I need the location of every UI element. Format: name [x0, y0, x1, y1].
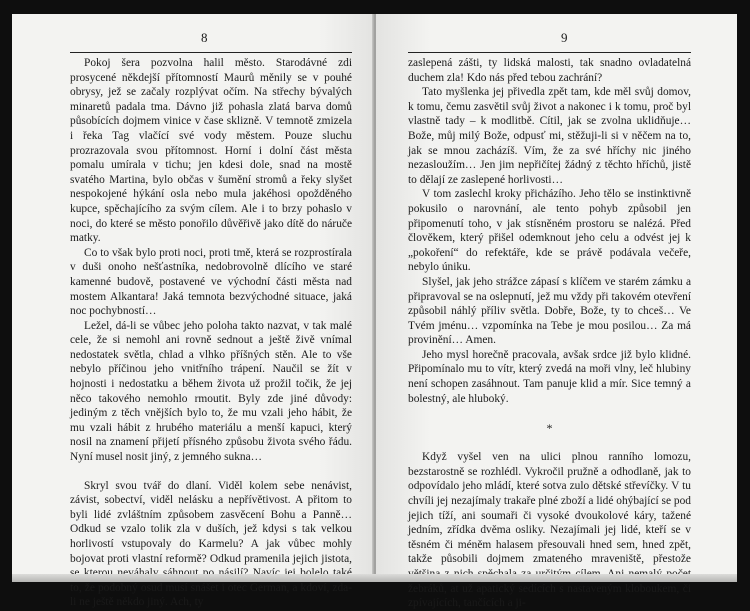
paragraph: V tom zaslechl kroky přicházího. Jeho tělo se instinktivně pokusilo o narovnání, ale tento pohyb způsobil jen připomenutí toho, v jak stísněném prostoru se nalézá. Před člověkem, který přišel odemknout jeho celu a odvést jej k „pokoření“ do refektáře, kde se právě podávala večeře, nebylo úniku.: [408, 188, 691, 274]
paragraph: Co to však bylo proti noci, proti tmě, která se rozprostírala v duši onoho nešťastníka, nedobrovolně dlícího ve staré kamenné budově, postavené ve východní části města nad mostem Alkantara! Jaká temnota bezvýchodné situace, jaká noc pochybností…: [70, 246, 352, 318]
header-rule: [408, 52, 691, 53]
right-page: [376, 14, 737, 610]
paragraph: zaslepená zášti, ty lidská malosti, tak snadno ovladatelná duchem zla! Kdo nás před tebou zachrání?: [408, 57, 691, 84]
paragraph: Když vyšel ven na ulici plnou ranního lomozu, bezstarostně se rozhlédl. Vykročil pružně a odhodlaně, jak to odpovídalo jeho mládí, které sotva zulo dětské střevíčky. V tu chvíli jej nezajímaly trakaře plné zboží a lidé ohýbající se pod jejich tíží, ani soumaři či vysoké dvoukolové káry, tažené jedním, zřídka dvěma osliky. Nezajímali jej lidé, kteří se v těsném či méněm halasem přesouvali hned sem, hned zpět, takže působili dojmem zmateného mraveniště, přestože žebráků, at už apatický sedících s nastaveným kloboukem, či zpívajících, tančících a ji-: [408, 451, 691, 610]
header-rule: [70, 52, 352, 53]
paragraph: Jeho mysl horečně pracovala, avšak srdce již bylo klidné. Připomínalo mu to vítr, který zvedá na moři vlny, leč hlubiny není schopen zasáhnout. Tam panuje klid a mír. Sice temný a bolestný, ale hluboký.: [408, 348, 691, 405]
page-edge: [12, 574, 737, 582]
paragraph: Slyšel, jak jeho strážce zápasí s klíčem ve starém zámku a připravoval se na oslepnutí, jež mu vždy při takovém otevření způsobil náhlý příliv světla. Dobře, Bože, ty to chceš… Ve Tvém jménu… vzpomínka na Tebe je mou posilou… Za má provinění… Amen.: [408, 275, 691, 347]
paragraph: Pokoj šera pozvolna halil město. Starodávné zdi prosycené někdejší přítomností Maurů měnily se v pouhé obrysy, jež se začaly rozplývat očím. Na střechy bývalých minaretů padala tma. Dávno již pohasla zlatá barva domů působících dojmem vinice v čase sklizně. V temnotě zmizela i řeka Tag vlačící své vody městem. Pouze sluchu prozrazovala svou přítomnost. Horní i dolní část města pomalu umírala v tichu; jen kdesi dole, snad na mostě svatého Martina, bylo občas v šumění stromů a řeky slyšet nespokojené hýkání osla nebo mula jakéhosi opožděného kupce, spěchajícího za svým cílem. Ale i to brzy pohaslo v noci, do které se město ponořilo důvěřivě jako dítě do náruče matky.: [70, 57, 352, 245]
paragraph: Ležel, dá-li se vůbec jeho poloha takto nazvat, v tak malé cele, že si nemohl ani rovně sednout a ještě živě vnímal nedostatek světla, chlad a vlhko příšných stěn. Ale to vše nebylo příčinou jeho vnitřního trápení. Naučil se žít v hojnosti i nedostatku a během života už prožil točik, že jej něco takového nemohlo rmoutit. Byly zde jiné důvody: jediným z těch vnějších bylo to, že mu vzali jeho hábit, že mu vzali hábit z hrubého materiálu a menší kapuci, který nosil na znamení přijetí přísného způsobu života svého řádu. Nyní musel nosit jiný, z jemného sukna…: [70, 319, 352, 464]
book-spread: [12, 14, 737, 610]
page-number: 9: [561, 30, 568, 45]
paragraph-gap: [70, 465, 352, 479]
page-body-text: [70, 56, 352, 610]
paragraph: Skryl svou tvář do dlaní. Viděl kolem sebe nenávist, závist, sobectví, viděl nelásku a nepřívětivost. A přitom to byli lidé zvláštním způsobem zasvěcení Bohu a Panně… Odkud se vzalo tolik zla v duších, jež kdysi s tak velkou horlivostí vstupovaly do Karmelu? A jak vůbec mohly bojovat proti vlastní reformě? Odkud pramenila jejich jistota, to, že podobný osud musí snášet i otec German, a kdoví, zda-li ne ještě někdo jiný. Ach, ty: [70, 479, 352, 609]
page-number: 8: [201, 30, 208, 45]
paragraph: Tato myšlenka jej přivedla zpět tam, kde měl svůj domov, k tomu, čemu zasvětil svůj život a nakonec i k tomu, proč byl vlastně tady – k modlitbě. Cítil, jak se zvolna uklidňuje… Bože, můj milý Bože, odpusť mi, stěžuji-li si v něčem na to, jak se mnou zacházíš. Vím, že za své hříchy nic jiného nezasloužím… Jen jim nepřičítej žádný z těchto hříchů, jistě to dělají ze zaslepené horlivosti…: [408, 86, 691, 186]
left-page: [12, 14, 374, 609]
page-body-text: [408, 56, 691, 611]
section-separator: *: [546, 421, 553, 436]
